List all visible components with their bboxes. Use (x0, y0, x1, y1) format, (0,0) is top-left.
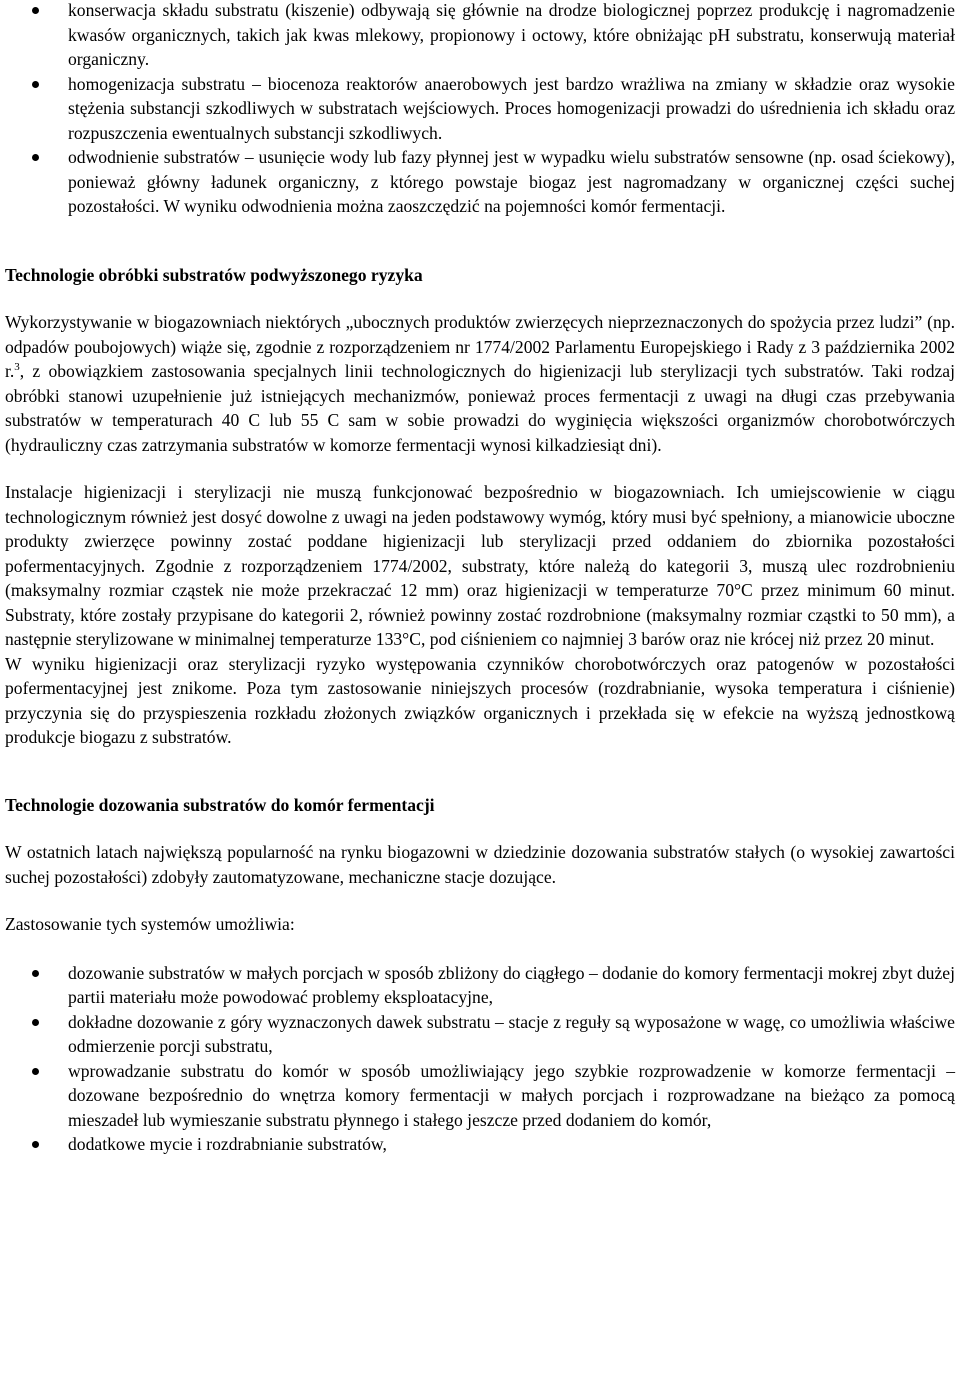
paragraph-text: , z obowiązkiem zastosowania specjalnych linii technologicznych do higienizacji lub sterylizacji tych substratów. Taki rodzaj obróbki stanowi uzupełnienie już istniejących mechanizmów, ponieważ proces fermentacji z uwagi na długi czas przebywania substratów w temperaturach 40 C lub 55 C sam w sobie prowadzi do wyginięcia większości organizmów chorobotwórczych (hydrauliczny czas zatrzymania substratów w komorze fermentacji wynosi kilkadziesiąt dni). (5, 361, 955, 455)
intro-bullet-list (5, 0, 955, 219)
list-item-text: odwodnienie substratów – usunięcie wody lub fazy płynnej jest w wypadku wielu substratów sensowne (np. osad ściekowy), ponieważ główny ładunek organiczny, z którego powstaje biogaz jest nagromadzany w organicznej części suchej pozostałości. W wyniku odwodnienia można zaoszczędzić na pojemności komór fermentacji. (68, 147, 955, 216)
document-page (5, 0, 955, 1157)
list-item-text: dozowanie substratów w małych porcjach w sposób zbliżony do ciągłego – dodanie do komory fermentacji mokrej zbyt dużej partii materiału może powodować problemy eksploatacyjne, (68, 962, 955, 1007)
bullet-icon (32, 1019, 39, 1026)
dosing-bullet-list (5, 961, 955, 1157)
list-item-text: dodatkowe mycie i rozdrabnianie substratów, (68, 1134, 387, 1154)
bullet-icon (32, 154, 39, 161)
list-item (5, 0, 955, 72)
list-item-text: dokładne dozowanie z góry wyznaczonych dawek substratu – stacje z reguły są wyposażone w wagę, co umożliwia właściwe odmierzenie porcji substratu, (68, 1011, 955, 1056)
bullet-icon (32, 1068, 39, 1075)
list-item (5, 1010, 955, 1059)
bullet-icon (32, 81, 39, 88)
list-item (5, 1059, 955, 1133)
paragraph: Instalacje higienizacji i sterylizacji nie muszą funkcjonować bezpośrednio w biogazowniach. Ich umiejscowienie w ciągu technologicznym również jest dosyć dowolne z uwagi na jeden podstawowy wymóg, który musi być spełniony, a mianowicie uboczne produkty zwierzęce powinny zostać poddane higienizacji lub sterylizacji przed oddaniem do zbiornika pozostałości pofermentacyjnych. Zgodnie z rozporządzeniem 1774/2002, substraty, które należą do kategorii 3, muszą ulec rozdrobnieniu (maksymalny rozmiar cząstek nie może przekraczać 12 mm) oraz higienizacji w temperaturze 70°C przez minimum 60 minut. Substraty, które zostały przypisane do kategorii 2, również powinny zostać rozdrobnione (maksymalny rozmiar cząstki to 50 mm), a następnie sterylizowane w minimalnej temperaturze 133°C, pod ciśnieniem co najmniej 3 barów oraz nie krócej niż przez 20 minut. (5, 482, 955, 649)
section-heading-high-risk: Technologie obróbki substratów podwyższonego ryzyka (5, 264, 423, 285)
paragraph (5, 310, 955, 457)
bullet-icon (32, 970, 39, 977)
bullet-icon (32, 7, 39, 14)
footnote-reference: 3 (14, 361, 20, 374)
list-item-text: konserwacja składu substratu (kiszenie) odbywają się głównie na drodze biologicznej poprzez produkcję i nagromadzenie kwasów organicznych, takich jak kwas mlekowy, propionowy i octowy, które obniżając pH substratu, konserwują materiał organiczny. (68, 0, 955, 69)
paragraph: Zastosowanie tych systemów umożliwia: (5, 914, 295, 934)
paragraph: W ostatnich latach największą popularność na rynku biogazowni w dziedzinie dozowania substratów stałych (o wysokiej zawartości suchej pozostałości) zdobyły zautomatyzowane, mechaniczne stacje dozujące. (5, 842, 955, 887)
list-item (5, 72, 955, 146)
bullet-icon (32, 1141, 39, 1148)
list-item-text: homogenizacja substratu – biocenoza reaktorów anaerobowych jest bardzo wrażliwa na zmiany w składzie oraz wysokie stężenia substancji szkodliwych w substratach wejściowych. Proces homogenizacji prowadzi do uśrednienia ich składu oraz rozpuszczenia ewentualnych substancji szkodliwych. (68, 73, 955, 143)
paragraph-text: Wykorzystywanie w biogazowniach niektórych „ubocznych produktów zwierzęcych nieprzeznaczonych do spożycia przez ludzi” (np. odpadów poubojowych) wiąże się, zgodnie z rozporządzeniem nr 1774/2002 Parlamentu Europejskiego i Rady z 3 października 2002 r. (5, 312, 955, 381)
paragraph: W wyniku higienizacji oraz sterylizacji ryzyko występowania czynników chorobotwórczych oraz patogenów w pozostałości pofermentacyjnej jest znikome. Poza tym zastosowanie niniejszych procesów (rozdrabnianie, wysoka temperatura i ciśnienie) przyczynia się do przyspieszenia rozkładu złożonych związków organicznych i przekłada się w efekcie na wyższą jednostkową produkcje biogazu z substratów. (5, 653, 955, 747)
list-item (5, 961, 955, 1010)
list-item (5, 145, 955, 219)
list-item (5, 1132, 955, 1157)
section-heading-dosing: Technologie dozowania substratów do komór fermentacji (5, 794, 435, 815)
list-item-text: wprowadzanie substratu do komór w sposób umożliwiający jego szybkie rozprowadzenie w komorze fermentacji – dozowane bezpośrednio do wnętrza komory fermentacji w małych porcjach i rozprowadzane na bieżąco za pomocą mieszadeł lub wymieszanie substratu płynnego i stałego jeszcze przed dodaniem do komór, (68, 1060, 955, 1130)
